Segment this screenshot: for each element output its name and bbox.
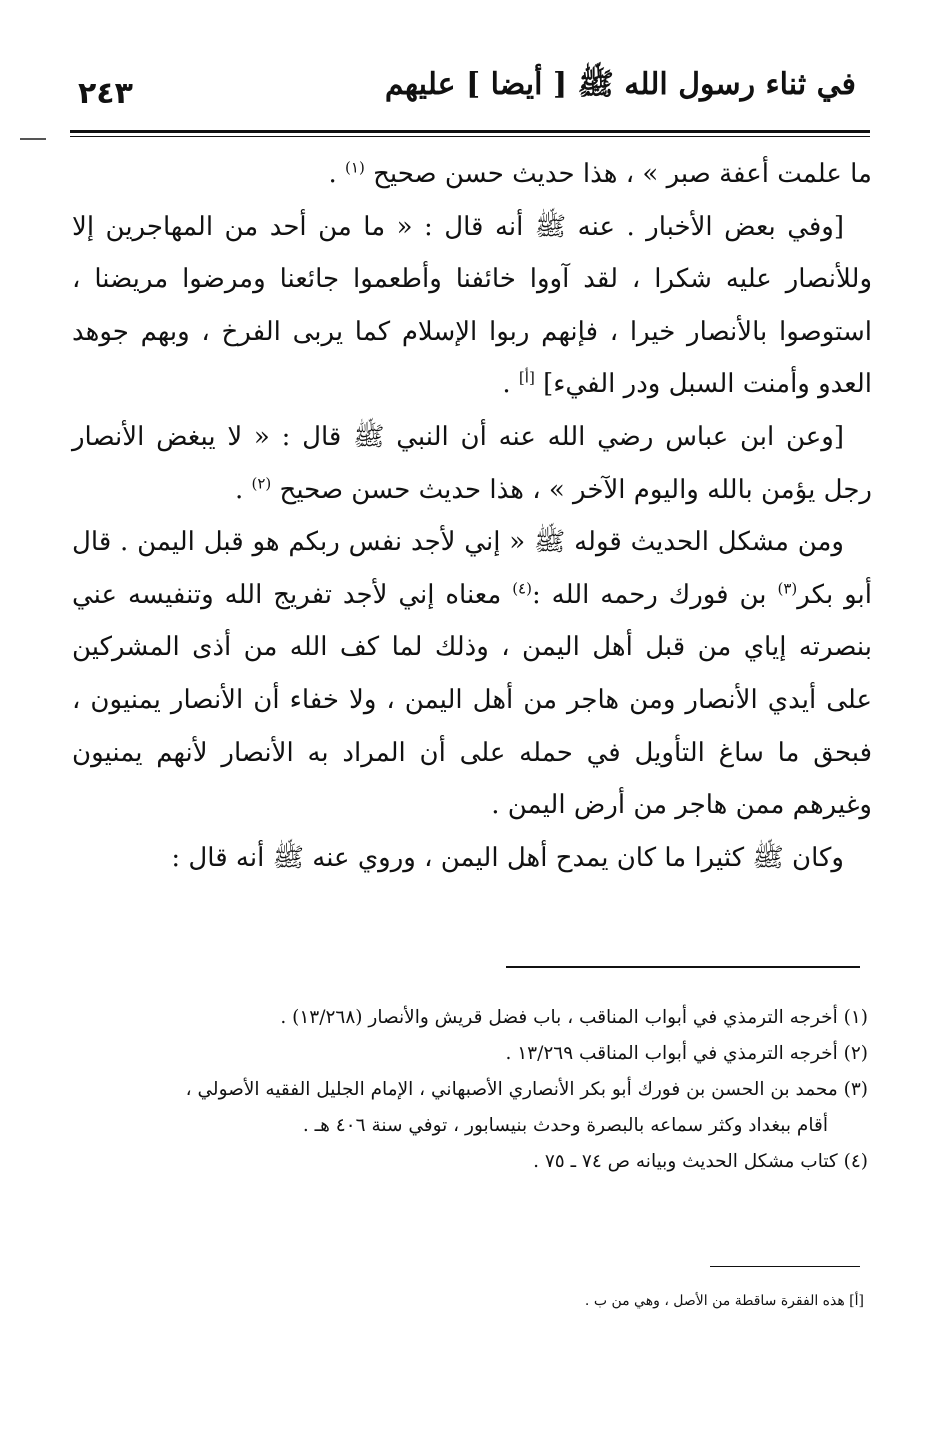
footnotes bbox=[80, 1000, 868, 1180]
editor-note-separator bbox=[710, 1266, 860, 1267]
margin-mark bbox=[20, 138, 46, 140]
paragraph-4: ومن مشكل الحديث قوله ﷺ « إني لأجد نفس ربكم هو قبل اليمن . قال أبو بكر$^{(٣)}$ بن فورك رحمه الله :$^{(٤)}$ معناه إني لأجد تفريج الله وتنفيسه عني بنصرته إياي من قبل أهل اليمن ، وذلك لما كف الله من أذى المشركين على أيدي الأنصار ومن هاجر من أهل اليمن ، ولا خفاء أن الأنصار يمنيون ، فبحق ما ساغ التأويل في حمله على أن المراد به الأنصار لأنهم يمنيون وغيرهم ممن هاجر من أرض اليمن . bbox=[72, 527, 872, 821]
header-rule bbox=[70, 130, 870, 133]
footnote-ref: (١) bbox=[345, 158, 365, 177]
footnote-ref: (٣) bbox=[777, 579, 798, 598]
footnote-4: (٤) كتاب مشكل الحديث وبيانه ص ٧٤ ـ ٧٥ . bbox=[533, 1151, 868, 1172]
paragraph-3: [وعن ابن عباس رضي الله عنه أن النبي ﷺ قال : « لا يبغض الأنصار رجل يؤمن بالله واليوم الآخر » ، هذا حديث حسن صحيح $^{(٢)}$ . bbox=[72, 421, 872, 505]
page-header bbox=[70, 62, 870, 122]
footnote-separator bbox=[506, 966, 860, 968]
footnote-ref: (٤) bbox=[512, 579, 532, 598]
footnote-1: (١) أخرجه الترمذي في أبواب المناقب ، باب فضل قريش والأنصار (١٣/٢٦٨) . bbox=[280, 1007, 868, 1028]
paragraph-1: ما علمت أعفة صبر » ، هذا حديث حسن صحيح $^{(١)}$ . bbox=[328, 158, 872, 189]
editor-note: [أ] هذه الفقرة ساقطة من الأصل ، وهي من ب . bbox=[584, 1293, 864, 1309]
footnote-3-continued: أقام ببغداد وكثر سماعه بالبصرة وحدث بنيسابور ، توفي سنة ٤٠٦ هـ . bbox=[302, 1115, 828, 1136]
page-number: ٢٤٣ bbox=[78, 76, 133, 111]
paragraph-2: [وفي بعض الأخبار . عنه ﷺ أنه قال : « ما من أحد من المهاجرين إلا وللأنصار عليه شكرا ، لقد آووا خائفنا وأطعموا جائعنا ومرضوا مريضنا ، استوصوا بالأنصار خيرا ، فإنهم ربوا الإسلام كما يربى الفرخ ، وبهم جوهد العدو وأمنت السبل ودر الفيء] [أ] . bbox=[72, 211, 872, 400]
main-text bbox=[72, 148, 872, 884]
footnote-2: (٢) أخرجه الترمذي في أبواب المناقب ١٣/٢٦٩ . bbox=[505, 1043, 868, 1064]
running-title: في ثناء رسول الله ﷺ [ أيضا ] عليهم bbox=[384, 67, 856, 102]
paragraph-5: وكان ﷺ كثيرا ما كان يمدح أهل اليمن ، وروي عنه ﷺ أنه قال : bbox=[171, 842, 844, 873]
editor-note-ref: [أ] bbox=[518, 368, 535, 387]
footnote-ref: (٢) bbox=[251, 473, 272, 492]
header-rule-thin bbox=[70, 136, 870, 137]
footnote-3: (٣) محمد بن الحسن بن فورك أبو بكر الأنصاري الأصبهاني ، الإمام الجليل الفقيه الأصولي ، bbox=[185, 1079, 868, 1100]
